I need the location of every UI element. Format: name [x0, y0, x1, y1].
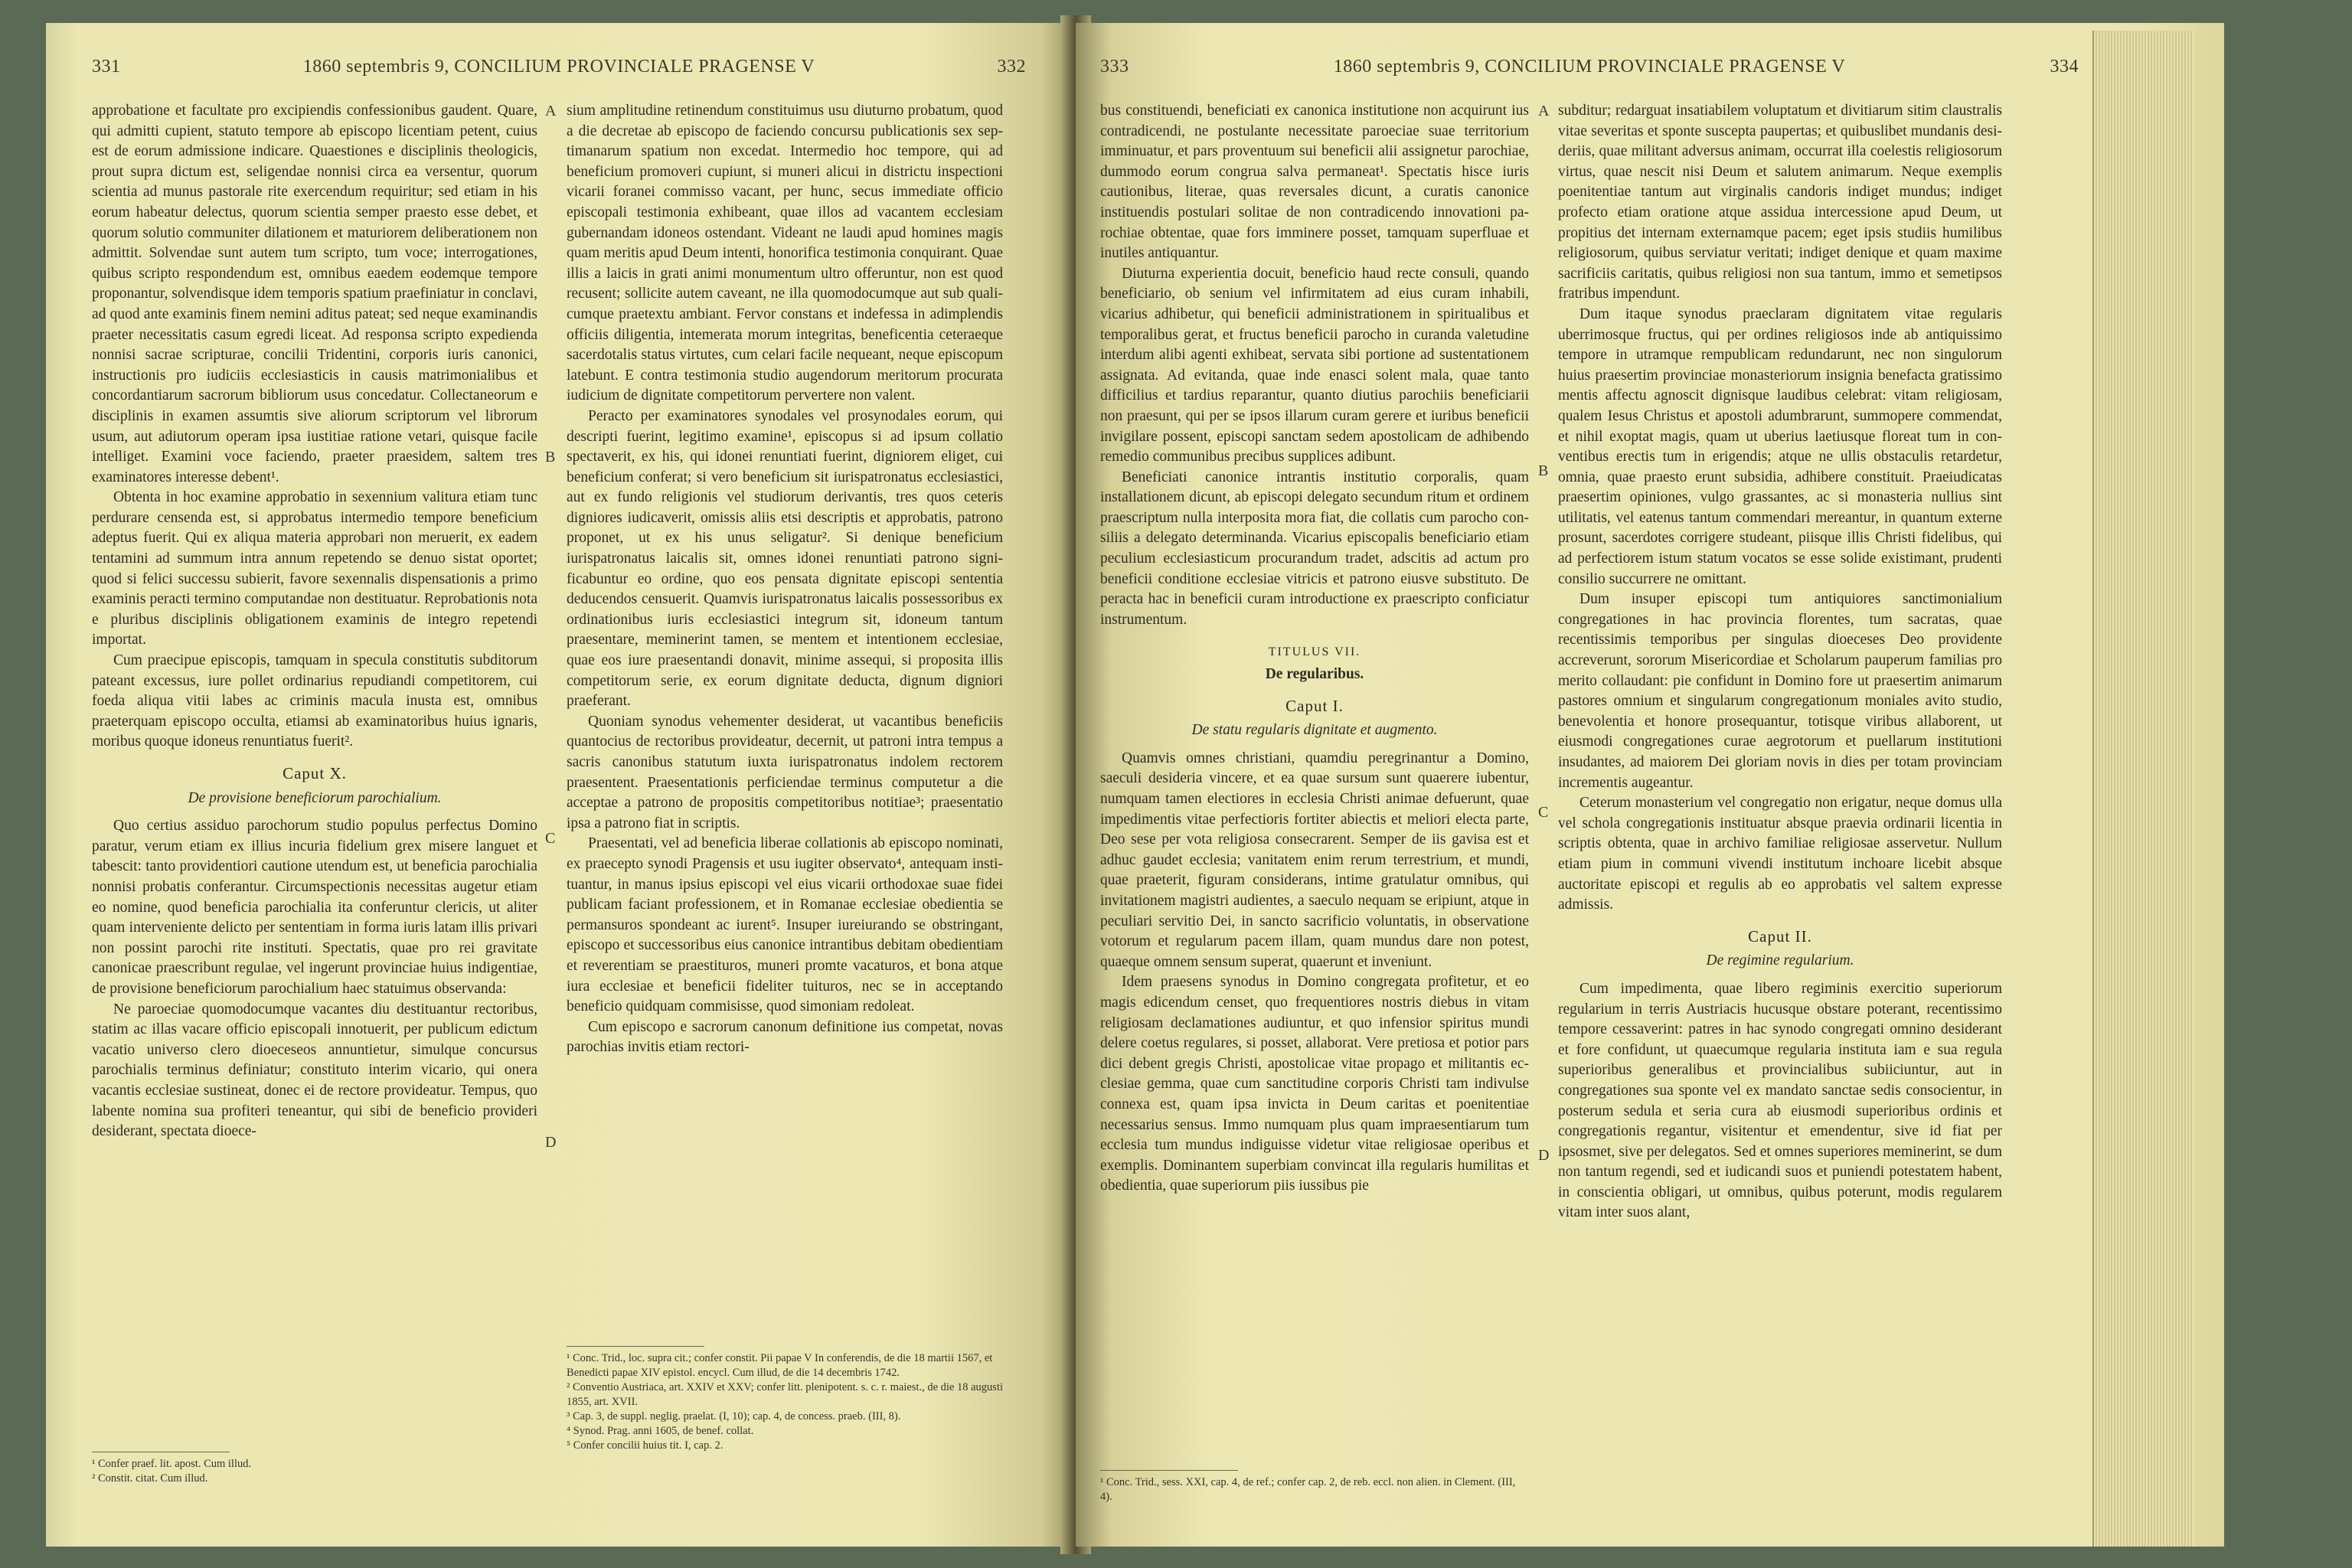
- right-column-1: [1100, 101, 1529, 1197]
- paragraph: Dum insuper episcopi tum antiquiores sanctimonialium congregationes in hac provincia florentes, tum sacratas, quae recentissimis temporibus per singulas dioeceses Deo providente accreverunt, sororum Misericordiae et Scholarum pauperum familias pro merito collaudant: pie confidunt in Domino fore ut praesertim animarum pastores omnium et singularum congregationum moniales avito studio, benevolentia et honore prosequantur, totisque viribus allaborent, ut eiusmodi congregationes curae aegrotorum et puellarum institutioni insudantes, ad maiorem Dei gloriam novis in dies per totam provinciam incrementis augeantur.: [1558, 591, 2002, 791]
- footnote: ² Constit. citat. Cum illud.: [92, 1472, 208, 1485]
- chapter-heading: Caput II.: [1748, 926, 1812, 946]
- chapter-subheading: De regimine regularium.: [1706, 952, 1854, 969]
- paragraph: Ne paroeciae quomodocumque vacantes diu destituantur rectoribus, statim ac illas vacare officio episcopali innotuerit, per publicum edictum vacatio universo clero dioeceseos annuntietur, simulque concursus parochialis terminus definiatur; constituto interim vicario, qui onera vacantis ecclesiae sustineat, donec ei de rectore provideatur. Tempus, quo labente nomina sua profiteri teneantur, qui sibi de beneficio provideri desiderant, spectata dioece-: [92, 1001, 537, 1140]
- footnote: ⁵ Confer concilii huius tit. I, cap. 2.: [567, 1439, 724, 1452]
- running-title: 1860 septembris 9, CONCILIUM PROVINCIALE PRAGENSE V: [302, 57, 815, 77]
- margin-letter: C: [1538, 804, 1549, 821]
- chapter-heading: Caput I.: [1285, 696, 1344, 715]
- margin-letter: D: [545, 1134, 557, 1151]
- chapter-heading: Caput X.: [283, 764, 347, 782]
- paragraph: Praesentati, vel ad beneficia liberae collationis ab episcopo nominati, ex praecepto synodi Pragensis et usu iugiter observato⁴, antequam instituantur, in manus ipsius episcopi vel eius vicarii orthodoxae suae fidei publicam faciant professionem, et in Romanae ecclesiae obedientia se permansuros spondeant ac iurent⁵. Insuper iureiurando se obstringant, episcopo et successoribus eius canonice intrantibus debitam obedientiam et reverentiam se praestituros, muneri promte vacaturos, et bona atque iura ecclesiae et beneficii fideliter tuituros, nec se in acceptando beneficio quidquam commisisse, quod simoniam redoleat.: [567, 835, 1003, 1015]
- page-number: 333: [1100, 57, 1129, 77]
- paragraph: bus constituendi, beneficiati ex canonica institutione non acquirunt ius contradicendi, ne postulante necessitate paroeciae suae territorium imminuatur, et pars proventuum sui beneficii alii assignetur parochiae, dummodo eorum congrua salva permaneat¹. Spectatis hisce iuris cautionibus, literae, quas reversales dicunt, a curatis canonice instituendis postulari solitae de non contradicendo innovationi parochiae obtentae, quae fors imminere posset, tamquam superfluae et inutiles antiquantur.: [1100, 103, 1529, 262]
- right-column-2: [1558, 101, 2002, 1223]
- paragraph: Cum praecipue episcopis, tamquam in specula constitutis subditorum pateant excessus, iure pollet ordinarius repudiandi competitorem, cui foeda aliqua vitii labes ac criminis macula inusta est, omnibus praeterquam episcopo occulta, etiamsi ab examinatoribus huius ignaris, moribus quoque idoneus renuntiatus fuerit².: [92, 652, 537, 750]
- footnote: ¹ Conc. Trid., loc. supra cit.; confer constit. Pii papae V In conferendis, de die 18 martii 1567, et Benedicti papae XIV epistol. encycl. Cum illud, de die 14 decembris 1742.: [567, 1352, 993, 1379]
- titulus-heading: TITULUS VII.: [1268, 645, 1361, 659]
- paragraph: Quamvis omnes christiani, quamdiu peregrinantur a Domino, saeculi desideria vincere, et ea quae sursum sunt quaerere iubentur, numquam tamen electiores in ecclesia Christi animae defuerunt, quae impedimentis vitae perfectioris fortiter abiectis et meliori electa parte, Deo sese per vota religiosa consecrarent. Semper de iis gavisa est et adhuc gaudet ecclesia; vanitatem enim rerum terrestrium, et mundi, quae praeterit, figuram considerans, intime gratulatur omnibus, qui invitationem magistri audientes, a saeculo nequam se eripiunt, atque in peculiari servitio Dei, in sancto sacrificio voluntatis, in observatione votorum et regularum pacem illam, quam mundus dare non potest, quaeque omnem sensum superat, quaerunt et inveniunt.: [1100, 750, 1529, 970]
- footnote: ¹ Conc. Trid., sess. XXI, cap. 4, de ref.; confer cap. 2, de reb. eccl. non alien. in Clement. (III, 4).: [1100, 1476, 1516, 1503]
- footnote: ² Conventio Austriaca, art. XXIV et XXV; confer litt. plenipotent. s. c. r. maiest., de die 18 augusti 1855, art. XVII.: [567, 1381, 1003, 1408]
- paragraph: Cum episcopo e sacrorum canonum definitione ius competat, novas parochias invitis etiam rectori-: [567, 1018, 1003, 1056]
- margin-letter: C: [545, 830, 556, 847]
- page-number: 334: [2050, 57, 2079, 77]
- page-edge-stack: [2092, 31, 2194, 1547]
- paragraph: Beneficiati canonice intrantis institutio corporalis, quam installationem dicunt, ab episcopi delegato secundum ritum et ordinem praescriptum nulla interposita mora fiat, die collatis cum parocho consiliis a delegato determinanda. Vicarius episcopalis beneficiario etiam peculium ecclesiasticum procurandum tradet, adscitis ad actum pro beneficii conditione ecclesiae vitricis et patrono eiusve substituto. De peracta hac in beneficii curam introductione ex praescripto conficiatur instrumentum.: [1100, 469, 1529, 628]
- page-number: 332: [997, 57, 1026, 77]
- left-page: [46, 23, 1072, 1547]
- paragraph: Cum impedimenta, quae libero regiminis exercitio superiorum regularium in terris Austriacis hucusque obstare poterant, recentissimo tempore cessaverint: patres in hac synodo congregati omnino desiderant et fore confidunt, ut quaecumque regularia instituta iam e sua regula superioribus generalibus et provincialibus subiiciuntur, aut in congregationes sua sponte vel ex mandato sanctae sedis consocientur, in posterum sedula et seria cura ab eiusmodi superioribus ordinis et congregationis regantur, visitentur et emendentur, sive id fiat per ipsosmet, sive per delegatos. Sed et omnes superiores meminerint, se dum non tantum regendi, sed et iudicandi suos et puniendi potestatem habent, in conscientia obligari, ut omnibus, quibus poterunt, modis regularem vitam inter suos alant,: [1558, 980, 2002, 1221]
- margin-letter: D: [1538, 1147, 1550, 1164]
- margin-letter: A: [545, 103, 557, 119]
- paragraph: Peracto per examinatores synodales vel prosynodales eorum, qui descripti fuerint, legitimo examine¹, episcopus si ad ipsum collatio spectaverit, ex his, qui idonei renuntiati fuerint, digniorem eliget, cui beneficium conferat; si vero beneficium sit iurispatronatus ecclesiastici, aut ex fundo religionis vel studiorum derivantis, tres quos ceteris digniores iudicaverit, omissis aliis etsi descriptis et approbatis, patrono proponet, ut ex his unus seligatur². Si denique beneficium iurispatronatus laicalis sit, omnes idonei renuntiati patrono significabuntur eo ordine, quo eos pensata dignitate episcopi sententia deducendos censuerit. Quamvis iurispatronatus laicalis possessoribus ex ordinationibus iuris ecclesiastici integrum sit, idoneum tantum praesentare, meminerint tamen, se mentem et intentionem ecclesiae, quae eos iure praesentandi donavit, minime assequi, si proposita illis competitorum serie, ex eorum dignitate deducta, dignum digniori praeferant.: [567, 407, 1003, 710]
- page-number: 331: [92, 57, 121, 77]
- paragraph: sium amplitudine retinendum constituimus usu diuturno probatum, quod a die decretae ab episcopo de faciendo concursu publicationis sex septimanarum spatium non excedat. Intermedio hoc tempore, qui ad beneficium promoveri cupiunt, si muneri alicui in districtu inspectioni vicarii foranei commisso vacant, per hunc, secus immediate officio episcopali testimonia exhibeant, quae illos ad vacantem ecclesiam gubernandam idoneos ostendant. Videant ne laudi apud homines magis quam meritis apud Deum intenti, honorifica testimonia conquirant. Quae illis a laicis in grati animi monumentum ultro offeruntur, non est quod recusent; sollicite autem caveant, ne illa quomodocumque aut sub qualicumque praetextu ambiant. Fervor constans et indefessa in adimplendis officiis diligentia, intemerata morum integritas, beneficentia ceteraeque sacerdotalis status virtutes, cum celari facile nequeant, neque episcopum latebunt. E contra testimonia studio augendorum meritorum procurata iudicium de dignitate competitorum pervertere non valent.: [567, 103, 1003, 404]
- chapter-subheading: De provisione beneficiorum parochialium.: [188, 789, 442, 806]
- paragraph: Quoniam synodus vehementer desiderat, ut vacantibus beneficiis quantocius de rectoribus provideatur, decernit, ut patroni intra tempus a sacris canonibus statutum iuxta iurispatronatus indolem rectorem praesentent. Praesentationis perficiendae terminus computetur a die acceptae a patrono de propositis competitoribus notitiae³; praesentatio ipsa a patrono fiat in scriptis.: [567, 713, 1003, 831]
- paragraph: Ceterum monasterium vel congregatio non erigatur, neque domus ulla vel schola congregationis instituatur absque praevia ordinarii licentia in scriptis obtenta, quae in archivo familiae religiosae asservetur. Nullum etiam pium in communi vivendi institutum inchoare licebit absque auctoritate episcopi et regulis ab eo approbatis vel saltem expresse admissis.: [1558, 795, 2002, 913]
- footnotes: [92, 1452, 521, 1486]
- left-page-header: [92, 57, 1026, 87]
- footnote: ¹ Confer praef. lit. apost. Cum illud.: [92, 1458, 252, 1470]
- right-page-header: [1100, 57, 2079, 87]
- margin-letter: A: [1538, 103, 1550, 119]
- running-title: 1860 septembris 9, CONCILIUM PROVINCIALE PRAGENSE V: [1333, 57, 1846, 77]
- footnotes: [567, 1346, 1003, 1453]
- paragraph: subditur; redarguat insatiabilem voluptatum et divitiarum sitim claustralis vitae severitas et sponte suscepta paupertas; et quibuslibet mundanis desideriis, quae militant adversus animam, occurrat illa coelestis religiosorum virtus, quae nescit nisi Deum et salutem animarum. Neque exemplis poenitentiae tantum aut virginalis candoris indiget mundus; indiget profecto etiam oratione atque assidua intercessione apud Deum, ut propitius det internam externamque pacem; eget ipsis studiis humilibus religiosorum, quibus serviatur veritati; indiget denique et quam maxime sacrificiis caritatis, quibus religiosi non sua tantum, immo et semetipsos fratribus impendunt.: [1558, 103, 2002, 302]
- paragraph: approbatione et facultate pro excipiendis confessionibus gaudent. Quare, qui admitti cupient, statuto tempore ab episcopo licentiam petent, cuius est de eorum admissione indicare. Quaestiones e disciplinis theologicis, prout supra dictum est, seligendae nonnisi circa ea versentur, quorum scientia ad munus pastorale rite exercendum requiritur; sed etiam in his eorum habeatur delectus, quorum scientia semper praesto esse debet, et quorum solutio communiter dilationem et maturiorem deliberationem non admittit. Solvendae sunt autem tum scripto, tum voce; interrogationes, quibus scripto respondendum est, omnibus eaedem eodemque tempore proponantur, solvendisque idem temporis spatium praefiniatur in conclavi, ad quod ante examinis finem nemini aditus pateat; sed neque examinandis praeter necessitatis casum egredi liceat. Ad responsa scripto expedienda nonnisi sacrae scripturae, concilii Tridentini, corporis iuris canonici, instructionis pro iudiciis ecclesiasticis in causis matrimonialibus et concordantiarum sacrorum bibliorum usus concedatur. Collectaneorum e disciplinis in examen assumtis sive aliorum scriptorum vel librorum usum, aut adiutorum operam ipsa iustitiae ratione vetari, quisque facile intelliget. Examini voce faciendo, praeter praesidem, saltem tres examinatores interesse debent¹.: [92, 103, 537, 485]
- paragraph: Diuturna experientia docuit, beneficio haud recte consuli, quando beneficiario, ob senium vel infirmitatem ad eius curam inhabili, vicarius adhibetur, qui beneficii administrationem in spiritualibus et temporalibus gerat, et fructus beneficii parocho in curanda valetudine interdum alibi agenti exhibeat, servata sibi portione ad sustentationem assignata. Ad evitanda, quae inde enasci solent mala, quae tanto difficilius et tardius reparantur, quanto diutius parochiis beneficiarii non praesunt, qui per se ipsos illarum curam gerere et iuribus beneficii invigilare possent, episcopi sanctam sedem apostolicam de adhibendo remedio communibus precibus supplices adibunt.: [1100, 265, 1529, 466]
- margin-letter: B: [545, 449, 556, 466]
- margin-letter: B: [1538, 462, 1549, 479]
- paragraph: Idem praesens synodus in Domino congregata profitetur, et eo magis edicendum censet, quo frequentiores nostris diebus in vitam religiosam declamationes audiuntur, et quo infensior spiritus mundi delere coetus regulares, si posset, allaborat. Vere pretiosa et potior pars dici debent gregis Christi, apostolicae vitae propago et militantis ecclesiae gemma, quae cum sanctitudine corporis Christi tam indivulse connexa est, quam ipsa invicta in Deum caritas et poenitentiae necessarius sensus. Immo numquam plus quam impraesentiarum tum ecclesia tum mundus indiguisse videtur vitae religiosae operibus et exemplis. Dominantem superbiam convincat illa regularis humilitas et obedientia, quae superiorum piis iussibus pie: [1100, 974, 1529, 1194]
- titulus-name: De regularibus.: [1265, 666, 1364, 683]
- paragraph: Obtenta in hoc examine approbatio in sexennium valitura etiam tunc perdurare censenda est, si approbatus intermedio tempore beneficium adeptus fuerit. Qui ex aliqua materia approbari non meruerit, ex eadem tentamini ad summum intra annum repetendo se denuo sistat oportet; quod si felici successu subierit, favore sexennalis dispensationis a primo examinis peracti termino computandae non destituatur. Reprobationis nota e pluribus disciplinis obligationem examinis de integro repetendi importat.: [92, 489, 537, 648]
- right-page: [1076, 23, 2224, 1547]
- footnotes: [1100, 1470, 1529, 1504]
- left-column-1: [92, 101, 537, 1142]
- paragraph: Dum itaque synodus praeclaram dignitatem vitae regularis uberrimosque fructus, qui per ordines religiosos inde ab antiquissimo tempore in utramque rempublicam redundarunt, nec non singulorum huius praesertim provinciae monasteriorum insignia benefacta gratissimo mentis affectu agnoscit dignisque laudibus celebrat: vitam religiosam, qualem Iesus Christus et apostoli adumbrarunt, summopere commendat, et nihil exoptat magis, quam ut uberius laetiusque floreat tum in conventibus erectis tum in erigendis; atque ne ullis obstaculis retardetur, omnia, quae praesto erunt subsidia, adhibere constituit. Praeiudicatas praesertim opiniones, vulgo grassantes, ac si monasteria nullius sint utilitatis, vel eatenus tantum commendari mereantur, in quantum externe prosunt, sacerdotes corrigere studeant, piisque illis Christi fidelibus, qui ad perfectiorem istum statum vocatos se esse solide existimant, prudenti consilio succurrere ne omittant.: [1558, 305, 2002, 587]
- footnote: ³ Cap. 3, de suppl. neglig. praelat. (I, 10); cap. 4, de concess. praeb. (III, 8).: [567, 1410, 901, 1423]
- left-column-2: [567, 101, 1003, 1058]
- chapter-subheading: De statu regularis dignitate et augmento.: [1191, 722, 1438, 739]
- paragraph: Quo certius assiduo parochorum studio populus perfectus Domino paratur, verum etiam ex illius incuria fidelium grex misere languet et tabescit: tanto providentiori cautione utendum est, ut beneficia parochialia nonnisi probatis conferantur. Circumspectionis necessitas augetur etiam eo nomine, quod beneficia parochialia ita conferuntur clericis, ut aliter quam interveniente delicto per sententiam in forma iuris latam illis privari non possint parochi rite instituti. Spectatis, quae pro rei gravitate canonicae praescribunt regulae, vel ingerunt provinciae huius indigentiae, de provisione beneficiorum parochialium haec statuimus observanda:: [92, 818, 537, 997]
- footnote: ⁴ Synod. Prag. anni 1605, de benef. collat.: [567, 1425, 754, 1437]
